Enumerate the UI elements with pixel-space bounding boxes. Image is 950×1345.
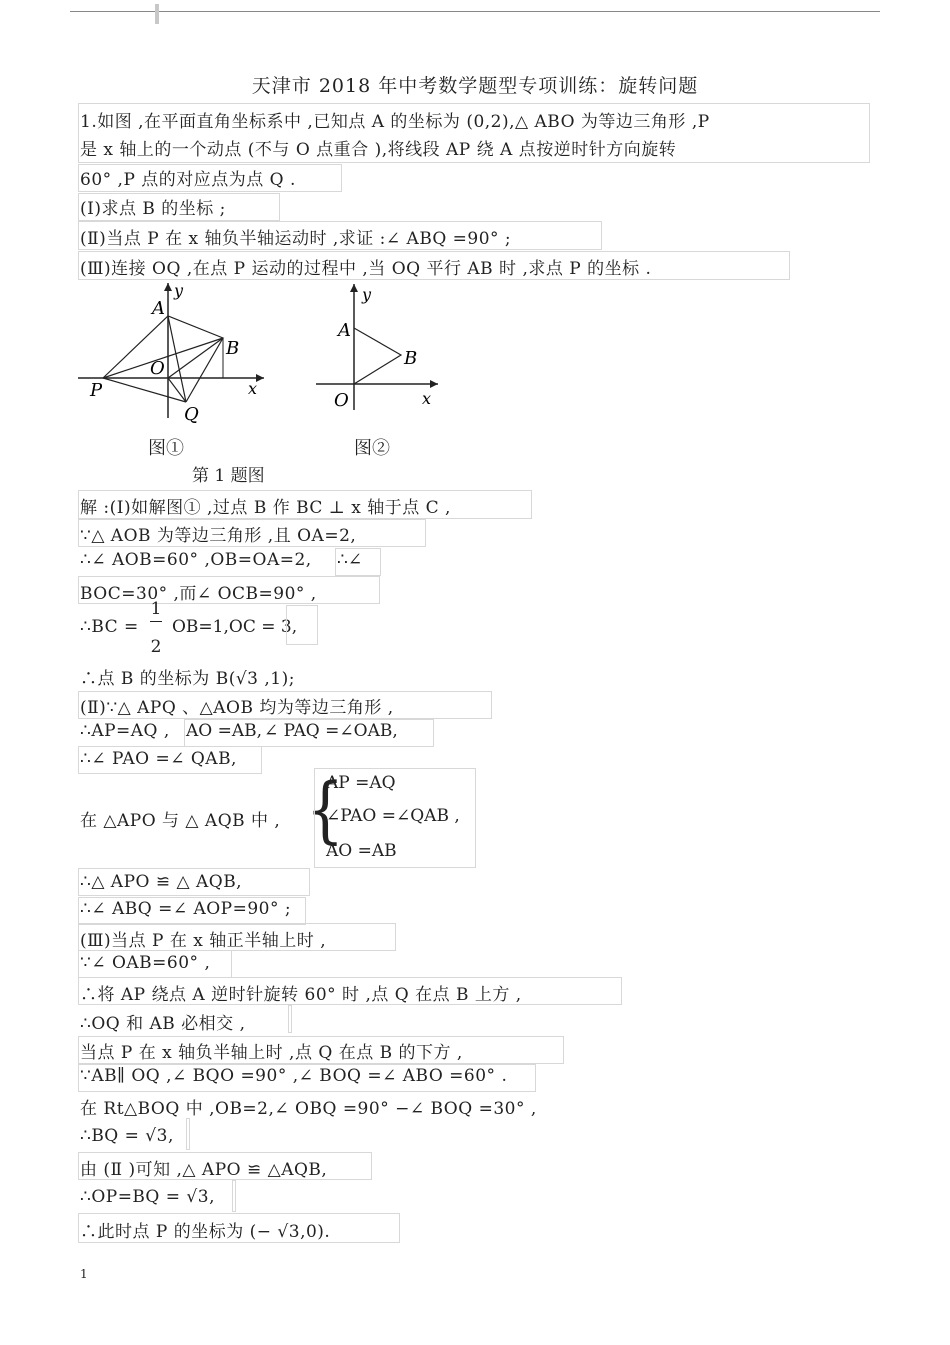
solution-line-18: ∵AB∥ OQ ,∠ BQO =90° ,∠ BOQ =∠ ABO =60° .: [80, 1066, 508, 1086]
s8-box: [184, 719, 434, 747]
fig2-label-y: y: [362, 285, 372, 304]
s7-box: [78, 691, 492, 719]
fig1-label-q: Q: [184, 404, 199, 425]
solution-line-22: ∴OP=BQ = √3,: [80, 1187, 215, 1207]
solution-line-23: ∴此时点 P 的坐标为 (− √3,0).: [80, 1222, 331, 1242]
solution-line-1: 解 :(Ⅰ)如解图① ,过点 B 作 BC ⊥ x 轴于点 C ,: [80, 498, 451, 518]
solution-line-2: ∵△ AOB 为等边三角形 ,且 OA=2,: [80, 526, 357, 546]
solution-line-19: 在 Rt△BOQ 中 ,OB=2,∠ OBQ =90° −∠ BOQ =30° ,: [80, 1099, 537, 1119]
system-line-1: AP =AQ: [326, 773, 396, 793]
solution-line-12: ∴∠ ABQ =∠ AOP=90° ;: [80, 899, 292, 919]
s13-box: [78, 923, 396, 951]
fig1-label-b: B: [226, 338, 240, 359]
solution-line-17: 当点 P 在 x 轴负半轴上时 ,点 Q 在点 B 的下方 ,: [80, 1043, 463, 1063]
fig2-label-x: x: [422, 389, 432, 408]
fig2-label-o: O: [334, 390, 349, 411]
part3-box: [78, 251, 790, 280]
fig1-label-a: A: [152, 298, 165, 319]
solution-line-5b: OB=1,OC = 3,: [172, 617, 298, 637]
solution-line-3b: ∴∠: [337, 550, 363, 570]
s21-box: [78, 1152, 372, 1180]
fig1-label-o: O: [150, 358, 165, 379]
part1-box: [78, 193, 280, 221]
problem-line-2: 是 x 轴上的一个动点 (不与 O 点重合 ),将线段 AP 绕 A 点按逆时针方向旋转: [80, 140, 677, 160]
s18-box: [78, 1064, 536, 1092]
solution-line-8b: AO =AB,: [186, 721, 263, 741]
s9-box: [78, 746, 262, 774]
solution-line-15: ∴将 AP 绕点 A 逆时针旋转 60° 时 ,点 Q 在点 B 上方 ,: [80, 985, 522, 1005]
fraction-bar: [150, 621, 162, 622]
s4-box: [78, 576, 380, 604]
line3-box: [78, 164, 342, 192]
s20-box: [186, 1118, 190, 1150]
figures-caption: 第 1 题图: [192, 466, 265, 486]
s11-box: [78, 868, 310, 896]
header-rule: [70, 11, 880, 12]
system-line-3: AO =AB: [326, 841, 397, 861]
s16-box: [288, 1005, 292, 1033]
s22-box: [232, 1180, 236, 1212]
solution-line-7: (Ⅱ)∵△ APQ 、△AOB 均为等边三角形 ,: [80, 698, 394, 718]
fig1-label-p: P: [90, 380, 103, 401]
solution-line-5a: ∴BC =: [80, 617, 139, 637]
s3b-box: [335, 548, 381, 576]
s10-box: [314, 768, 476, 868]
fig2-caption: 图②: [354, 438, 390, 459]
solution-line-10-pre: 在 △APO 与 △ AQB 中 ,: [80, 811, 281, 831]
solution-line-4: BOC=30° ,而∠ OCB=90° ,: [80, 584, 317, 604]
fraction-numerator: 1: [150, 599, 162, 619]
solution-line-8c: ∠ PAQ =∠OAB,: [264, 721, 398, 741]
fig1-label-x: x: [248, 379, 258, 398]
solution-line-8a: ∴AP=AQ ,: [80, 721, 170, 741]
scan-mark: [155, 4, 159, 24]
page-number: 1: [80, 1267, 88, 1281]
s2-box: [78, 519, 426, 547]
fraction-denominator: 2: [150, 637, 162, 657]
question-part-1: (Ⅰ)求点 B 的坐标 ;: [80, 199, 226, 219]
solution-line-14: ∵∠ OAB=60° ,: [80, 953, 211, 973]
fig2-label-a: A: [338, 320, 351, 341]
question-part-2: (Ⅱ)当点 P 在 x 轴负半轴运动时 ,求证 :∠ ABQ =90° ;: [80, 229, 512, 249]
s5-box: [286, 605, 318, 645]
solution-line-11: ∴△ APO ≌ △ AQB,: [80, 872, 243, 892]
solution-line-3a: ∴∠ AOB=60° ,OB=OA=2,: [80, 550, 312, 570]
solution-line-13: (Ⅲ)当点 P 在 x 轴正半轴上时 ,: [80, 931, 327, 951]
page-title: 天津市 2018 年中考数学题型专项训练：旋转问题: [251, 75, 699, 97]
s12-box: [78, 897, 306, 925]
solution-line-20: ∴BQ = √3,: [80, 1126, 174, 1146]
fig1-label-y: y: [174, 281, 184, 300]
figure-2: [316, 280, 446, 415]
s17-box: [78, 1036, 564, 1064]
part2-box: [78, 221, 602, 250]
problem-line-1: 1.如图 ,在平面直角坐标系中 ,已知点 A 的坐标为 (0,2),△ ABO 为等边三角形 ,P: [80, 112, 710, 132]
question-part-3: (Ⅲ)连接 OQ ,在点 P 运动的过程中 ,当 OQ 平行 AB 时 ,求点 P 的坐标 .: [80, 259, 652, 279]
problem-line-3: 60° ,P 点的对应点为点 Q .: [80, 170, 296, 190]
s15-box: [78, 977, 622, 1005]
fig1-caption: 图①: [148, 438, 184, 459]
system-brace: {: [306, 768, 345, 852]
system-line-2: ∠PAO =∠QAB ,: [326, 806, 460, 826]
s23-box: [78, 1213, 400, 1243]
solution-line-21: 由 (Ⅱ )可知 ,△ APO ≌ △AQB,: [80, 1160, 328, 1180]
figure-1: [78, 278, 278, 438]
fig2-label-b: B: [404, 348, 418, 369]
s1-box: [78, 490, 532, 519]
s14-box: [78, 950, 232, 978]
solution-line-9: ∴∠ PAO =∠ QAB,: [80, 749, 237, 769]
solution-line-6: ∴点 B 的坐标为 B(√3 ,1);: [80, 669, 295, 689]
solution-line-16: ∴OQ 和 AB 必相交 ,: [80, 1014, 246, 1034]
